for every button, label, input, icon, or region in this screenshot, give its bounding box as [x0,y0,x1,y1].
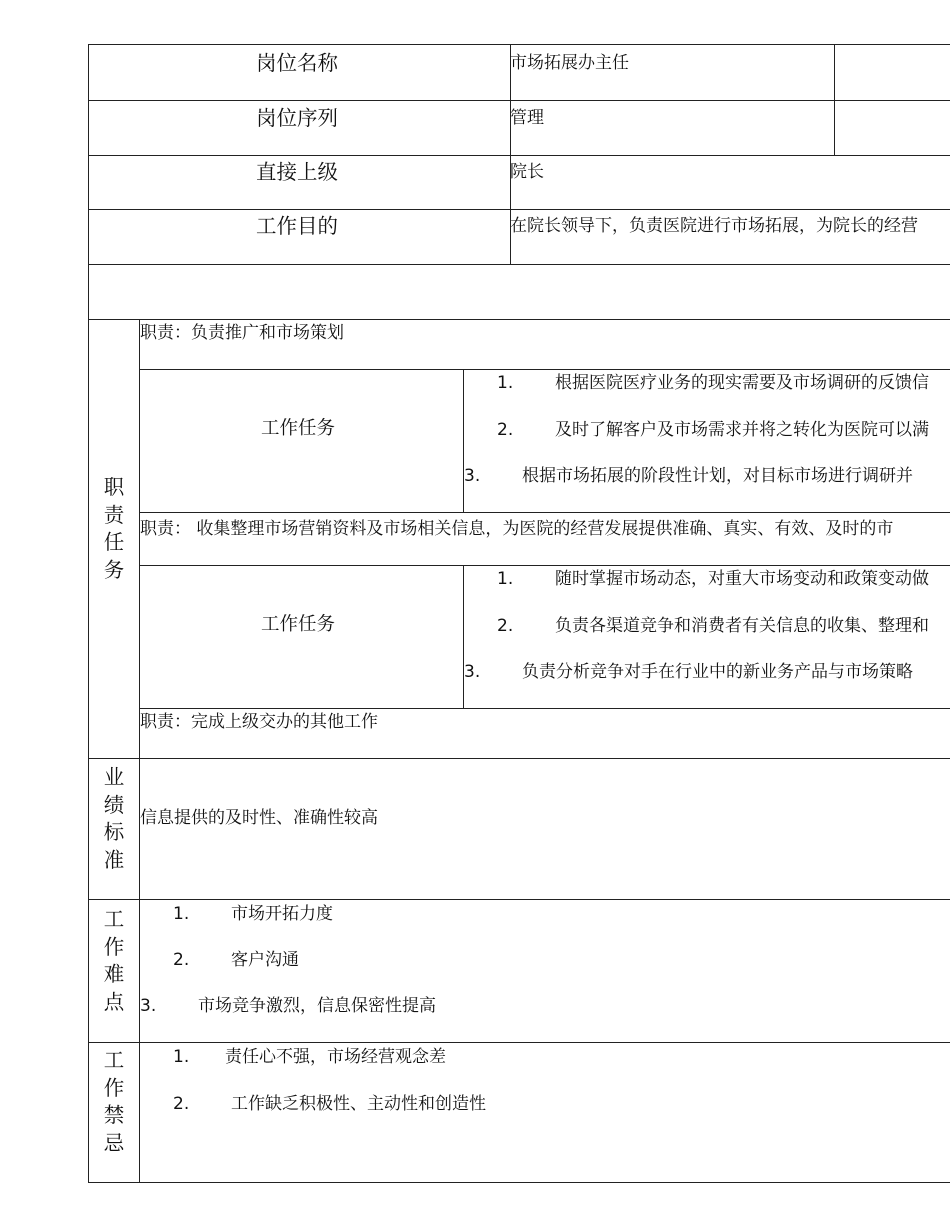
taboos-section-label: 工 作 禁 忌 [103,1048,125,1155]
purpose-value: 在院长领导下，负责医院进行市场拓展，为院长的经营 [510,216,918,236]
position-name-value: 市场拓展办主任 [510,53,629,73]
job-description-document: 岗位名称 市场拓展办主任 岗位序列 管理 直接上级 院长 工作目的 在院长领导下，负责医院进行市场拓展，为院长的经营 职 责 任 务 职责：负责推广和市场策划 工作任务 1. 根据医院医疗业务的现实需要及市场调研的反馈信 2. 及时了解客户及市场需求并将之转化为医院可以满 3. 根据市场拓展的阶段性计划，对目标市场进行调研并 职责： 收集整理市场营销资料及市场相关信息，为医院的经营发展提供准确、真实、有效、及时的市 工作任务 1. 随时掌握市场动态，对重大市场变动和政策变动做 2. 负责各渠道竞争和消费者有关信息的收集、整理和 3. 负责分析竞争对手在行业中的新业务产品与市场策略 职责：完成上级交办的其他工作 业 绩 标 准 信息提供的及时性、准确性较高 工 作 难 点 1. 市场开拓力度 2. 客户沟通 3. 市场竞争激烈，信息保密性提高 工 作 禁 忌 1. 责任心不强，市场经营观念差 2. 工作缺乏积极性、主动性和创造性 [0,0,950,1230]
difficulties-section-label: 工 作 难 点 [103,907,125,1014]
performance-text: 信息提供的及时性、准确性较高 [140,808,378,828]
task-label: 工作任务 [261,614,336,635]
duty-title: 职责：负责推广和市场策划 [140,323,344,343]
task-label: 工作任务 [261,418,336,439]
sequence-value: 管理 [510,108,544,128]
duty-title: 职责： 收集整理市场营销资料及市场相关信息，为医院的经营发展提供准确、真实、有效、及时的市 [140,519,894,539]
duties-section-label: 职 责 任 务 [103,475,125,582]
performance-section-label: 业 绩 标 准 [103,765,125,872]
sequence-label: 岗位序列 [256,106,338,130]
duty-title: 职责：完成上级交办的其他工作 [140,712,378,732]
superior-value: 院长 [510,162,544,182]
purpose-label: 工作目的 [256,214,338,238]
superior-label: 直接上级 [256,160,338,184]
position-name-label: 岗位名称 [256,51,338,75]
